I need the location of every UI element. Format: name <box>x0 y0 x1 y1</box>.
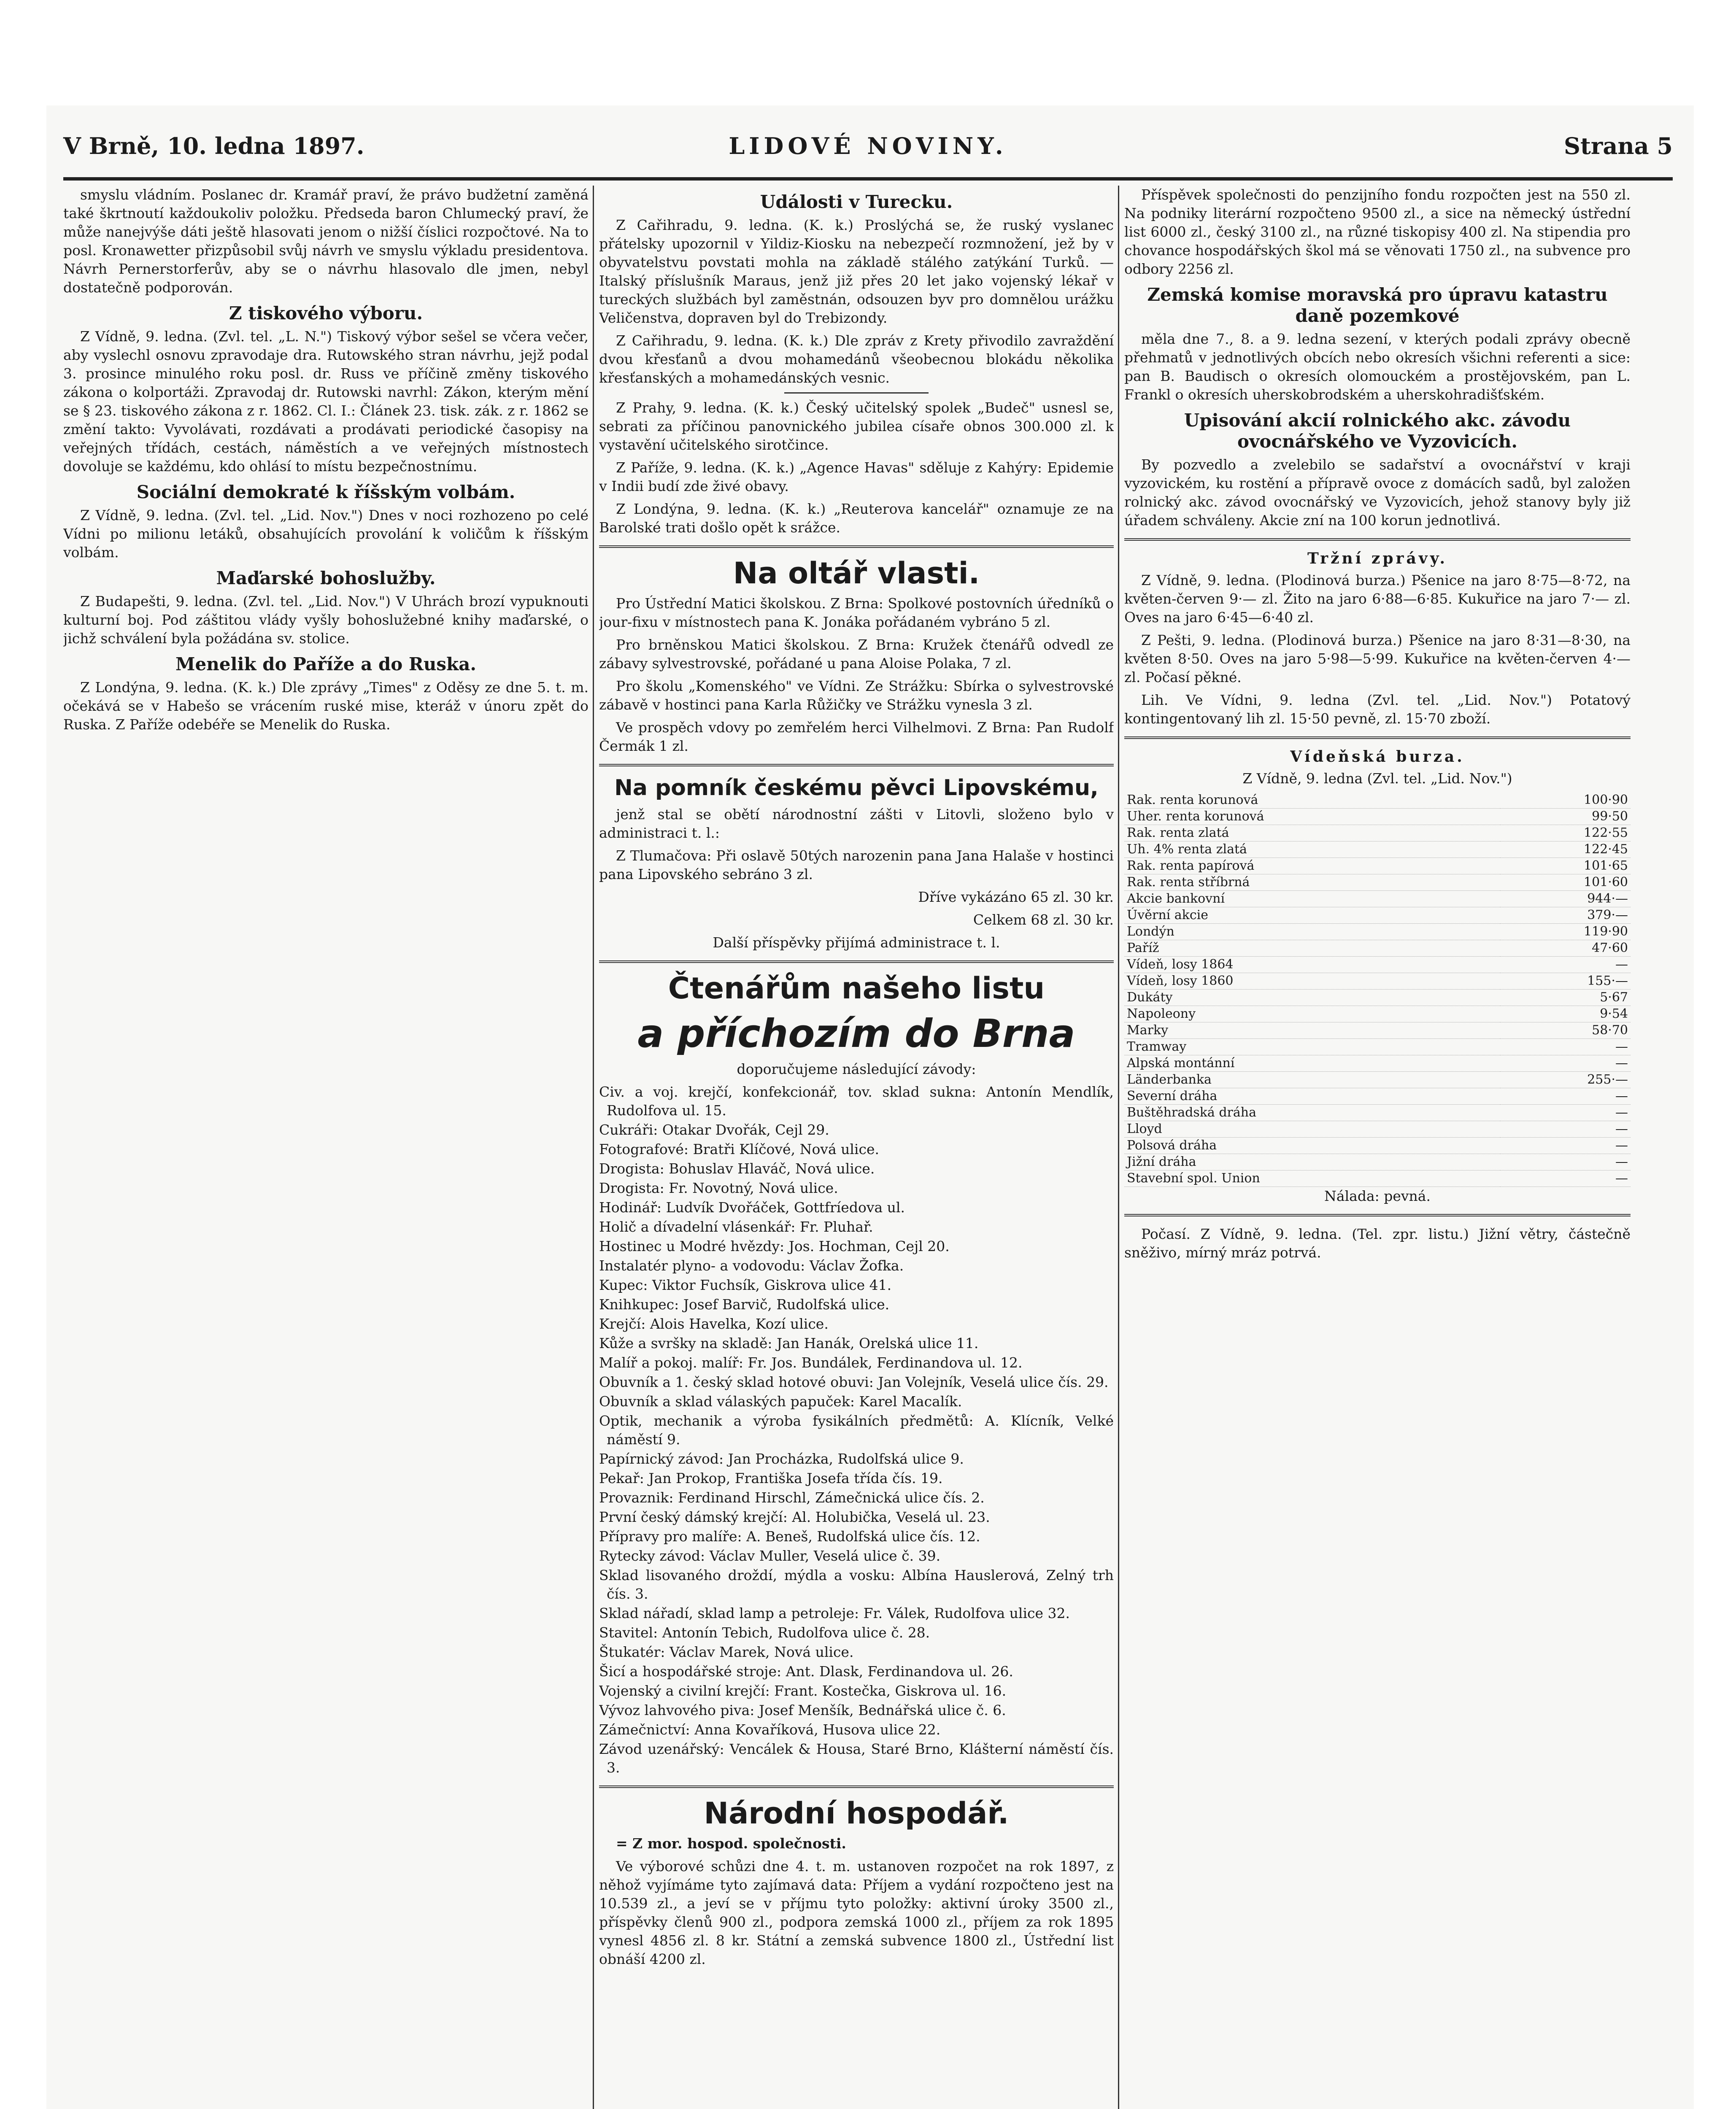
exchange-item: Uher. renta korunová <box>1124 809 1500 825</box>
exchange-value: — <box>1500 1039 1631 1055</box>
section-heading: Menelik do Paříže a do Ruska. <box>175 654 476 674</box>
exchange-value: 155·— <box>1500 973 1631 990</box>
donation-entry: Pro Ústřední Matici školskou. Z Brna: Spolkové postovních úředníků o jour-fixu v místnostech pana K. Jonáka pořádaném vybráno 5 zl. <box>599 595 1114 630</box>
shop-entry: Provaznik: Ferdinand Hirschl, Zámečnická ulice čís. 2. <box>599 1489 985 1506</box>
exchange-item: Buštěhradská dráha <box>1124 1105 1500 1121</box>
article-paragraph: Z Londýna, 9. ledna. (K. k.) Dle zprávy „Times" z Oděsy ze dne 5. t. m. očekává se v Habešo se vrácením ruské mise, kteráž v únoru zpět do Ruska. Z Paříže odebéře se Menelik do Ruska. <box>63 679 589 733</box>
exchange-value: — <box>1500 1121 1631 1138</box>
market-report: Z Vídně, 9. ledna. (Plodinová burza.) Pšenice na jaro 8·75—8·72, na květen-červen 9·— zl. Žito na jaro 6·88—6·85. Kukuřice na jaro 7·— zl. Oves na jaro 6·45—6·40 zl. <box>1124 572 1631 626</box>
sum-previous: Dříve vykázáno 65 zl. 30 kr. <box>918 889 1114 905</box>
exchange-row <box>1124 990 1631 1006</box>
exchange-value: — <box>1500 1105 1631 1121</box>
column-1 <box>63 186 589 2109</box>
shop-entry: Rytecky závod: Václav Muller, Veselá ulice č. 39. <box>599 1548 941 1564</box>
page-header <box>63 127 1673 181</box>
exchange-row <box>1124 1170 1631 1187</box>
column-rule <box>1118 186 1119 2109</box>
article-paragraph: By pozvedlo a zvelebilo se sadařství a ovocnářství v kraji vyzovickém, ku rostění a přípravě ovoce z domácích sadů, byl založen rolnický akc. závod ovocnářský ve Vyzovicích, jehož stanovy byly již úřadem schváleny. Akcie zní na 100 korun jednotlivá. <box>1124 456 1631 529</box>
donation-entry: Ve prospěch vdovy po zemřelém herci Vilhelmovi. Z Brna: Pan Rudolf Čermák 1 zl. <box>599 719 1114 754</box>
divider <box>1124 538 1631 541</box>
exchange-value: 58·70 <box>1500 1022 1631 1039</box>
exchange-value: — <box>1500 1088 1631 1105</box>
ad-title: Čtenářům našeho listu <box>668 971 1045 1006</box>
divider <box>599 545 1114 548</box>
section-title: Na oltář vlasti. <box>733 556 980 591</box>
shop-entry: Kůže a svršky na skladě: Jan Hanák, Orelská ulice 11. <box>599 1335 979 1351</box>
exchange-item: Alpská montánní <box>1124 1055 1500 1072</box>
exchange-row <box>1124 1055 1631 1072</box>
divider <box>599 764 1114 766</box>
shop-entry: Stavitel: Antonín Tebich, Rudolfova ulice č. 28. <box>599 1624 930 1641</box>
shop-entry: Přípravy pro malíře: A. Beneš, Rudolfská ulice čís. 12. <box>599 1528 980 1545</box>
section-title: Národní hospodář. <box>704 1796 1009 1831</box>
divider <box>784 392 929 394</box>
article-paragraph: Z Budapešti, 9. ledna. (Zvl. tel. „Lid. Nov.") V Uhrách brozí vypuknouti kulturní boj. Pod záštitou vlády vyšly bohoslužebné knihy maďarské, o jichž schválení byla požádána sv. stolice. <box>63 593 589 647</box>
exchange-item: Uh. 4% renta zlatá <box>1124 841 1500 858</box>
page-number: Strana 5 <box>1563 132 1673 159</box>
section-heading: Sociální demokraté k říšským volbám. <box>136 482 516 502</box>
exchange-item: Länderbanka <box>1124 1072 1500 1088</box>
divider <box>599 960 1114 963</box>
article-paragraph: Z Vídně, 9. ledna. (Zvl. tel. „L. N.") Tiskový výbor sešel se včera večer, aby vyslechl osnovu zpravodaje dra. Rutowského stran návrhu, jejž podal 3. prosince minulého roku posl. dr. Russ ve příčině změny tiskového zákona o kolportáži. Zpravodaj dr. Rutowski navrhl: Zákon, kterým mění se § 23. tiskového zákona z r. 1862. Cl. I.: Článek 23. tisk. zák. z r. 1862 se změní takto: Vyvolávati, rozdávati a prodávati periodické časopisy na veřejných třídách, cestách, náměstích a ve veřejných místnostech dovoluje se každému, kdo ohlásí to místu bezpečnostnímu. <box>63 328 589 475</box>
article-paragraph: Příspěvek společnosti do penzijního fondu rozpočten jest na 550 zl. Na podniky literární rozpočteno 9500 zl., a sice na německý ústřední list 6000 zl., český 3100 zl., na různé tiskopisy 400 zl. Na stipendia pro chovance hospodářských škol má se věnovati 1750 zl., na subvence pro odbory 2256 zl. <box>1124 186 1631 277</box>
exchange-row <box>1124 973 1631 990</box>
exchange-value: — <box>1500 1154 1631 1170</box>
exchange-row <box>1124 792 1631 809</box>
article-paragraph: Z Tlumačova: Při oslavě 50tých narozenin pana Jana Halaše v hostinci pana Lipovského sebráno 3 zl. <box>599 847 1114 882</box>
shop-entry: Holič a dívadelní vlásenkář: Fr. Pluhař. <box>599 1219 873 1235</box>
shop-entry: Drogista: Bohuslav Hlaváč, Nová ulice. <box>599 1160 875 1177</box>
article-paragraph: Z Londýna, 9. ledna. (K. k.) „Reuterova kancelář" oznamuje ze na Barolské trati došlo opět k srážce. <box>599 501 1114 536</box>
article-paragraph: Z Vídně, 9. ledna. (Zvl. tel. „Lid. Nov.") Dnes v noci rozhozeno po celé Vídni po milionu letáků, obsahujících provolání k voličům k říšským volbám. <box>63 507 589 561</box>
exchange-item: Rak. renta papírová <box>1124 858 1500 874</box>
exchange-row <box>1124 940 1631 957</box>
exchange-value: — <box>1500 1055 1631 1072</box>
exchange-value: 5·67 <box>1500 990 1631 1006</box>
exchange-value: 119·90 <box>1500 924 1631 940</box>
exchange-row <box>1124 907 1631 924</box>
divider <box>599 1785 1114 1788</box>
shop-entry: První český dámský krejčí: Al. Holubička, Veselá ul. 23. <box>599 1509 990 1525</box>
exchange-item: Londýn <box>1124 924 1500 940</box>
divider <box>1124 1214 1631 1216</box>
shop-entry: Zámečnictví: Anna Kovaříková, Husova ulice 22. <box>599 1721 941 1738</box>
shop-entry: Štukatér: Václav Marek, Nová ulice. <box>599 1644 854 1660</box>
exchange-value: — <box>1500 957 1631 973</box>
shop-entry: Optik, mechanik a výroba fysikálních předmětů: A. Klícník, Velké náměstí 9. <box>599 1413 1114 1448</box>
shop-entry: Hodinář: Ludvík Dvořáček, Gottfríedova ul. <box>599 1199 905 1216</box>
shop-entry: Fotografové: Bratři Klíčové, Nová ulice. <box>599 1141 879 1157</box>
article-paragraph: Z Cařihradu, 9. ledna. (K. k.) Dle zpráv z Krety přivodilo zavraždění dvou křesťanů a dvou mohamedánů všeobecnou blokádu několika křesťanských a mohamedánských vesnic. <box>599 332 1114 386</box>
article-paragraph: smyslu vládním. Poslanec dr. Kramář praví, že právo budžetní zaměná také škrtnoutí každoukoliv položku. Předseda baron Chlumecký praví, že může nanejvýše dáti ještě hlasovati jenom o nižší číslici rozpočtové. Na to posl. Kronawetter přizpůsobil svůj návrh ve smyslu výkladu presidentova. Návrh Pernerstorferův, aby se o návrhu hlasovalo dle jmen, nebyl dostatečně podporován. <box>63 186 589 296</box>
ad-title-sub: a příchozím do Brna <box>637 1011 1075 1056</box>
exchange-item: Tramway <box>1124 1039 1500 1055</box>
sum-total: Celkem 68 zl. 30 kr. <box>973 912 1114 928</box>
exchange-item: Dukáty <box>1124 990 1500 1006</box>
exchange-row <box>1124 1088 1631 1105</box>
shop-entry: Vojenský a civilní krejčí: Frant. Kostečka, Giskrova ul. 16. <box>599 1683 1007 1699</box>
exchange-row <box>1124 891 1631 907</box>
column-2 <box>599 186 1114 2109</box>
shop-entry: Cukráři: Otakar Dvořák, Cejl 29. <box>599 1122 829 1138</box>
exchange-value: 101·60 <box>1500 874 1631 891</box>
column-3 <box>1124 186 1631 2109</box>
shop-entry: Obuvník a sklad válaských papuček: Karel Macalík. <box>599 1393 962 1410</box>
exchange-row <box>1124 858 1631 874</box>
exchange-item: Rak. renta zlatá <box>1124 825 1500 841</box>
exchange-value: 9·54 <box>1500 1006 1631 1022</box>
shop-entry: Knihkupec: Josef Barvič, Rudolfská ulice. <box>599 1296 890 1313</box>
exchange-item: Paříž <box>1124 940 1500 957</box>
exchange-row <box>1124 1039 1631 1055</box>
shop-entry: Malíř a pokoj. malíř: Fr. Jos. Bundálek, Ferdinandova ul. 12. <box>599 1354 1023 1371</box>
shop-entry: Krejčí: Alois Havelka, Kozí ulice. <box>599 1316 829 1332</box>
article-paragraph: = Z mor. hospod. společnosti. <box>616 1835 846 1852</box>
ad-subtitle: doporučujeme následující závody: <box>737 1061 976 1077</box>
article-paragraph: Ve výborové schůzi dne 4. t. m. ustanoven rozpočet na rok 1897, z něhož vyjímáme tyto zajímavá data: Příjem a vydání rozpočteno jest na 10.539 zl., a jeví se v příjmu tyto položky: aktivní úroky 3500 zl., příspěvky členů 900 zl., podpora zemská 1000 zl., příjem za rok 1895 vynesl 4856 zl. 8 kr. Státní a zemská subvence 1800 zl., Ústřední list obnáší 4200 zl. <box>599 1858 1114 1967</box>
exchange-item: Napoleony <box>1124 1006 1500 1022</box>
section-heading: Z tiskového výboru. <box>229 303 423 324</box>
exchange-item: Jižní dráha <box>1124 1154 1500 1170</box>
exchange-value: 255·— <box>1500 1072 1631 1088</box>
article-paragraph: Z Paříže, 9. ledna. (K. k.) „Agence Havas" sděluje z Kahýry: Epidemie v Indii budí zde živé obavy. <box>599 459 1114 494</box>
exchange-subtitle: Z Vídně, 9. ledna (Zvl. tel. „Lid. Nov.") <box>1242 770 1512 787</box>
market-report: Z Pešti, 9. ledna. (Plodinová burza.) Pšenice na jaro 8·31—8·30, na květen 8·50. Oves na jaro 5·98—5·99. Kukuřice na květen-červen 4·— zl. Počasí pěkné. <box>1124 632 1631 685</box>
exchange-value: 122·45 <box>1500 841 1631 858</box>
exchange-item: Lloyd <box>1124 1121 1500 1138</box>
section-heading: Upisování akcií rolnického akc. závodu ovocnářského ve Vyzovicích. <box>1184 410 1571 452</box>
exchange-item: Akcie bankovní <box>1124 891 1500 907</box>
exchange-item: Rak. renta korunová <box>1124 792 1500 809</box>
shop-directory <box>599 1083 1114 1777</box>
shop-entry: Papírnický závod: Jan Procházka, Rudolfská ulice 9. <box>599 1451 964 1467</box>
exchange-row <box>1124 924 1631 940</box>
divider <box>1124 736 1631 739</box>
exchange-item: Vídeň, losy 1860 <box>1124 973 1500 990</box>
section-heading: Maďarské bohoslužby. <box>216 568 436 588</box>
market-report: Lih. Ve Vídni, 9. ledna (Zvl. tel. „Lid. Nov.") Potatový kontingentovaný lih zl. 15·50 pevně, zl. 15·70 zboží. <box>1124 692 1631 727</box>
article-paragraph: jenž stal se obětí národnostní zášti v Litovli, složeno bylo v administraci t. l.: <box>599 806 1114 841</box>
header-date: V Brně, 10. ledna 1897. <box>63 132 364 159</box>
donation-entry: Pro školu „Komenského" ve Vídni. Ze Strážku: Sbírka o sylvestrovské zábavě v hostinci pana Karla Růžičky ve Strážku vynesla 3 zl. <box>599 678 1114 713</box>
exchange-row <box>1124 1006 1631 1022</box>
section-heading: Zemská komise moravská pro úpravu katastru daně pozemkové <box>1147 284 1608 326</box>
column-rule <box>593 186 594 2109</box>
exchange-row <box>1124 809 1631 825</box>
exchange-row <box>1124 1154 1631 1170</box>
exchange-row <box>1124 957 1631 973</box>
section-heading: Vídeňská burza. <box>1290 748 1465 766</box>
exchange-value: 47·60 <box>1500 940 1631 957</box>
shop-entry: Vývoz lahvového piva: Josef Menšík, Bednářská ulice č. 6. <box>599 1702 1006 1718</box>
exchange-item: Severní dráha <box>1124 1088 1500 1105</box>
shop-entry: Obuvník a 1. český sklad hotové obuvi: Jan Volejník, Veselá ulice čís. 29. <box>599 1374 1109 1390</box>
exchange-value: 122·55 <box>1500 825 1631 841</box>
article-paragraph: Z Cařihradu, 9. ledna. (K. k.) Proslýchá se, že ruský vyslanec přátelsky upozornil v Yildiz-Kiosku na nebezpečí rozmnožení, jež by v obyvatelstvu povstati mohla na základě stálého zatýkání Turků. — Italský příslušník Maraus, jenž již přes 20 let jako vojenský lékař v tureckých službách byl zaměstnán, odsouzen byv pro domnělou urážku Veličenstva, dopraven byl do Trebizondy. <box>599 217 1114 326</box>
weather-report: Počasí. Z Vídně, 9. ledna. (Tel. zpr. listu.) Jižní větry, částečně sněživo, mírný mráz potrvá. <box>1124 1226 1631 1261</box>
exchange-row <box>1124 1072 1631 1088</box>
section-title: Na pomník českému pěvci Lipovskému, <box>614 775 1099 801</box>
exchange-table <box>1124 792 1631 1187</box>
exchange-item: Úvěrní akcie <box>1124 907 1500 924</box>
exchange-row <box>1124 874 1631 891</box>
exchange-row <box>1124 825 1631 841</box>
exchange-item: Marky <box>1124 1022 1500 1039</box>
shop-entry: Sklad lisovaného droždí, mýdla a vosku: Albína Hauslerová, Zelný trh čís. 3. <box>599 1567 1114 1602</box>
exchange-item: Rak. renta stříbrná <box>1124 874 1500 891</box>
exchange-item: Stavební spol. Union <box>1124 1170 1500 1187</box>
shop-entry: Kupec: Viktor Fuchsík, Giskrova ulice 41. <box>599 1277 892 1293</box>
exchange-value: 99·50 <box>1500 809 1631 825</box>
exchange-row <box>1124 1105 1631 1121</box>
shop-entry: Instalatér plyno- a vodovodu: Václav Žofka. <box>599 1257 904 1274</box>
exchange-value: 101·65 <box>1500 858 1631 874</box>
exchange-row <box>1124 1121 1631 1138</box>
shop-entry: Sklad nářadí, sklad lamp a petroleje: Fr. Válek, Rudolfova ulice 32. <box>599 1605 1070 1621</box>
shop-entry: Hostinec u Modré hvězdy: Jos. Hochman, Cejl 20. <box>599 1238 950 1254</box>
note: Další příspěvky přijímá administrace t. l. <box>713 934 1000 951</box>
exchange-mood: Nálada: pevná. <box>1324 1188 1431 1204</box>
shop-entry: Pekař: Jan Prokop, Františka Josefa třída čís. 19. <box>599 1470 943 1486</box>
donation-entry: Pro brněnskou Matici školskou. Z Brna: Kružek čtenářů odvedl ze zábavy sylvestrovské, pořádané u pana Aloise Polaka, 7 zl. <box>599 636 1114 672</box>
shop-entry: Civ. a voj. krejčí, konfekcionář, tov. sklad sukna: Antonín Mendlík, Rudolfova ul. 15. <box>599 1084 1114 1119</box>
section-heading: Tržní zprávy. <box>1307 550 1448 567</box>
masthead-title: LIDOVÉ NOVINY. <box>729 132 1007 159</box>
shop-entry: Drogista: Fr. Novotný, Nová ulice. <box>599 1180 838 1196</box>
exchange-value: — <box>1500 1170 1631 1187</box>
exchange-item: Polsová dráha <box>1124 1138 1500 1154</box>
shop-entry: Závod uzenářský: Vencálek & Housa, Staré Brno, Klášterní náměstí čís. 3. <box>599 1741 1114 1776</box>
exchange-value: 379·— <box>1500 907 1631 924</box>
exchange-row <box>1124 1022 1631 1039</box>
shop-entry: Šicí a hospodářské stroje: Ant. Dlask, Ferdinandova ul. 26. <box>599 1663 1013 1680</box>
article-paragraph: měla dne 7., 8. a 9. ledna sezení, v kterých podali zprávy obecně přehmatů v jednotlivých obcích nebo okresích všichni referenti a sice: pan B. Baudisch o okresích olomouckém a prostějovském, pan L. Frankl o okresích uherskobrodském a uherskohradišťském. <box>1124 331 1631 403</box>
exchange-value: — <box>1500 1138 1631 1154</box>
exchange-value: 100·90 <box>1500 792 1631 809</box>
exchange-item: Vídeň, losy 1864 <box>1124 957 1500 973</box>
exchange-row <box>1124 841 1631 858</box>
exchange-row <box>1124 1138 1631 1154</box>
article-paragraph: Z Prahy, 9. ledna. (K. k.) Český učitelský spolek „Budeč" usnesl se, sebrati za příčinou panovnického jubilea císaře obnos 300.000 zl. k vystavění učitelského sirotčince. <box>599 399 1114 453</box>
exchange-value: 944·— <box>1500 891 1631 907</box>
section-heading: Události v Turecku. <box>760 191 953 212</box>
